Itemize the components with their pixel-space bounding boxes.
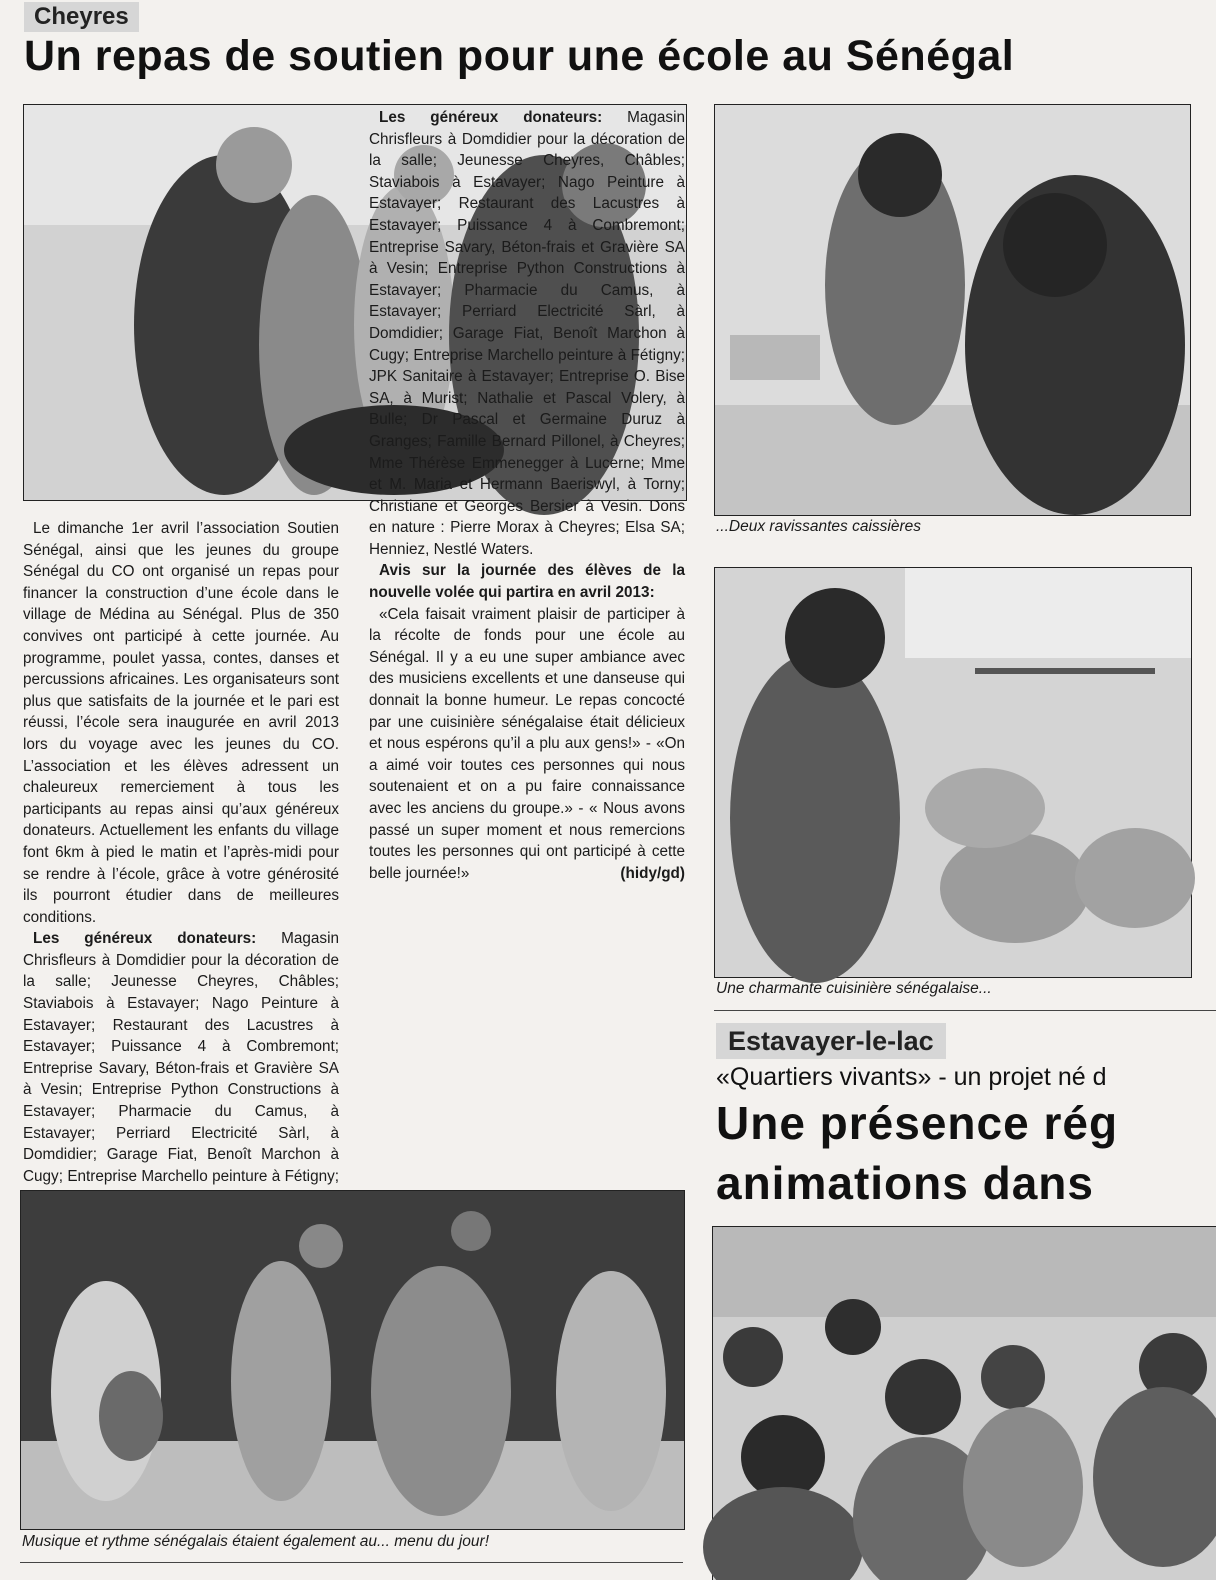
donors-text-continued: Magasin Chrisfleurs à Domdidier pour la décoration de la salle; Jeunesse Cheyres, Châbles; Staviabois à Estavayer; Nago Peinture à Estavayer; Restaurant des Lacustres à Estavayer; Puissance 4 à Combremont; Entreprise Savary, Béton-frais et Gravière SA à Vesin; Entreprise Python Constructions à Estavayer; Pharmacie du Camus, à Estavayer; Perriard Electricité Sàrl, à Domdidier; Garage Fiat, Benoît Marchon à Cugy; Entreprise Marchello peinture à Fétigny; JPK Sanitaire à Estavayer; Entreprise O. Bise SA, à Murist; Nathalie et Pascal Volery, à Bulle; Dr Pascal et Germaine Duruz à Granges; Famille Bernard Pillonel, à Cheyres; Mme Thérèse Emmenegger à Lucerne; Mme et M. Maria et Hermann Baeriswyl, à Torny; Christiane et Georges Bersier à Vesin. Dons en nature : Pierre Morax à Cheyres; Elsa SA; Henniez, Nestlé Waters.: [369, 109, 685, 558]
article-paragraph-1: Le dimanche 1er avril l’association Soutien Sénégal, ainsi que les jeunes du groupe Sénégal du CO ont organisé un repas pour financer la construction d’une école dans le village de Médina au Sénégal. Plus de 350 convives ont participé à cette journée. Au programme, poulet yassa, contes, danses et percussions africaines. Les organisateurs sont plus que satisfaits de la journée et le pari est réussi, l’école sera inaugurée en avril 2013 lors du voyage avec les jeunes du CO. L’association et les élèves adressent un chaleureux remerciement à tous les participants au repas ainsi qu’aux généreux donateurs. Actuellement les enfants du village font 6km à pied le matin et l’après-midi pour se rendre à l’école, grâce à votre générosité ils pourront étudier dans de meilleures conditions.: [23, 520, 339, 926]
caption-cook: Une charmante cuisinière sénégalaise...: [716, 980, 992, 997]
donors-text: Magasin Chrisfleurs à Domdidier pour la décoration de la salle; Jeunesse Cheyres, Châbles; Staviabois à Estavayer; Nago Peinture à Estavayer; Restaurant des Lacustres à Estavayer; Puissance 4 à Combremont; Entreprise Savary, Béton-frais et Gravière SA à Vesin; Entreprise Python Constructions à Estavayer; Pharmacie du Camus, à Estavayer; Perriard Electricité Sàrl, à Domdidier; Garage Fiat, Benoît Marchon à Cugy; Entreprise Marchello peinture à Fétigny;: [23, 930, 339, 1185]
donors-label: Les généreux donateurs:: [33, 930, 257, 948]
avis-heading: [369, 560, 685, 603]
photo-musicians: [20, 1190, 685, 1530]
avis-label: Avis sur la journée des élèves de la nouvelle volée qui partira en avril 2013:: [369, 562, 685, 602]
next-article-subtitle: «Quartiers vivants» - un projet né d: [716, 1063, 1107, 1091]
caption-music: Musique et rythme sénégalais étaient également au... menu du jour!: [22, 1533, 489, 1550]
avis-paragraph: [369, 604, 685, 885]
photo-cashiers: [714, 104, 1191, 516]
next-article-headline-2: animations dans: [716, 1157, 1094, 1209]
article-signature: (hidy/gd): [620, 864, 685, 882]
photo-dining-crowd: [712, 1226, 1216, 1580]
section-kicker: Cheyres: [24, 2, 139, 32]
article-column-2: [369, 109, 685, 1178]
donors-label-continued: Les généreux donateurs:: [379, 109, 603, 126]
donors-paragraph-continued: [369, 107, 685, 560]
article-column-1: [23, 518, 339, 1185]
article-headline: Un repas de soutien pour une école au Sénégal: [24, 32, 1015, 80]
bottom-rule: [20, 1562, 683, 1563]
section-divider: [714, 1010, 1216, 1011]
photo-cook: [714, 567, 1192, 978]
next-section-kicker: Estavayer-le-lac: [716, 1023, 946, 1059]
avis-text: «Cela faisait vraiment plaisir de participer à la récolte de fonds pour une école au Sénégal. Il y a eu une super ambiance avec des musiciens excellents et une danseuse qui donnait la bonne humeur. Le repas concocté par une cuisinière sénégalaise était délicieux et nous espérons qu’il a plu aux gens!» - «On a aimé voir toutes ces personnes qui nous soutenaient et on a pu faire connaissance avec les anciens du groupe.» - « Nous avons passé un super moment et nous remercions toutes les personnes qui ont participé à cette belle journée!»: [369, 605, 685, 882]
next-article-headline-1: Une présence rég: [716, 1097, 1119, 1149]
caption-cashiers: ...Deux ravissantes caissières: [716, 518, 922, 535]
